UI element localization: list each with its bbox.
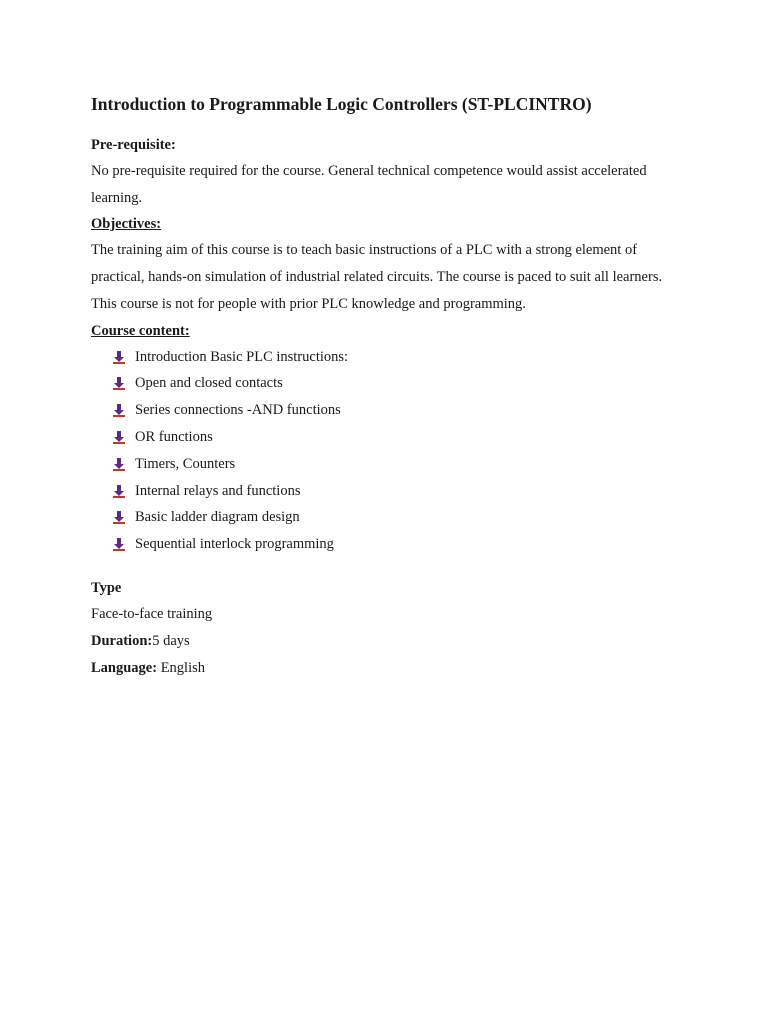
objectives-label: Objectives: (91, 216, 162, 233)
list-item-label: Timers, Counters (135, 455, 236, 472)
list-item-label: Internal relays and functions (135, 482, 301, 499)
language-row (91, 655, 691, 682)
down-arrow-bullet-icon (113, 377, 125, 390)
list-item-label: Introduction Basic PLC instructions: (135, 348, 349, 365)
duration-label: Duration: (91, 632, 153, 649)
prerequisite-label: Pre-requisite: (91, 137, 176, 153)
down-arrow-bullet-icon (113, 458, 125, 471)
duration-row (91, 628, 691, 655)
course-content-label: Course content: (91, 322, 190, 339)
down-arrow-bullet-icon (113, 511, 125, 524)
language-label: Language: (91, 659, 158, 676)
list-item (91, 504, 691, 531)
list-item (91, 478, 691, 505)
document-title: Introduction to Programmable Logic Controllers (ST-PLCINTRO) (91, 94, 592, 114)
down-arrow-bullet-icon (113, 404, 125, 417)
list-item-label: Open and closed contacts (135, 375, 283, 392)
language-value: English (160, 659, 206, 676)
list-item (91, 451, 691, 478)
down-arrow-bullet-icon (113, 485, 125, 498)
down-arrow-bullet-icon (113, 538, 125, 551)
list-item (91, 370, 691, 397)
list-item (91, 344, 691, 371)
list-item (91, 397, 691, 424)
list-item (91, 424, 691, 451)
list-item-label: OR functions (135, 428, 213, 445)
document-page (91, 92, 691, 682)
objectives-text: The training aim of this course is to teach basic instructions of a PLC with a strong element of practical, hands-on simulation of industrial related circuits. The course is paced to suit all learners. This course is not for people with prior PLC knowledge and programming. (91, 242, 663, 312)
type-label: Type (91, 579, 122, 596)
type-value: Face-to-face training (91, 605, 213, 622)
down-arrow-bullet-icon (113, 431, 125, 444)
list-item-label: Sequential interlock programming (135, 536, 334, 553)
duration-value: 5 days (152, 632, 190, 649)
down-arrow-bullet-icon (113, 351, 125, 364)
prerequisite-text: No pre-requisite required for the course. General technical competence would assist accelerated learning. (91, 163, 647, 206)
list-item-label: Series connections -AND functions (135, 402, 341, 419)
course-content-list (91, 344, 691, 558)
list-item (91, 531, 691, 558)
list-item-label: Basic ladder diagram design (135, 509, 300, 526)
